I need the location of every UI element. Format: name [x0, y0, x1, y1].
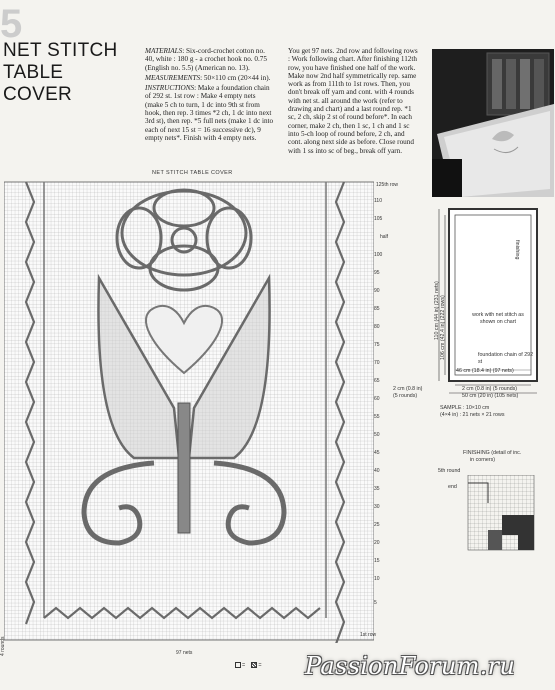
- measurements-text: : 50×110 cm (20×44 in).: [200, 73, 271, 82]
- legend-full-text: =: [258, 662, 262, 669]
- finishing-label: finishing: [514, 240, 520, 260]
- row-num-95: 95: [374, 270, 380, 276]
- row-num-100: 100: [374, 252, 383, 258]
- row-num-25: 25: [374, 522, 380, 528]
- instructions-continued: You get 97 nets. 2nd row and following rows : Work following chart. After finishing 112th row, you have finished one half of the work. Make now 2nd half symmetrically rep. same work as from 111th to 1st rows. Then, you don't break off yarn and cont. with 4 rounds with net st. all around the work (refer to drawing and chart) and a last round rep. *1 sc, 2 ch, skip 2 st of round before*. In each corner, make 2 ch, then 1 sc, 1 ch and 1 sc into 5-ch loop of round before, 2 ch, and cont. along next side as before. Close round with 1 ss into sc of beg., break off yarn.: [288, 47, 418, 155]
- row-num-10: 10: [374, 576, 380, 582]
- row-num-55: 55: [374, 414, 380, 420]
- instructions-column-2: [288, 47, 420, 157]
- work-label: work with net stitch as shown on chart: [472, 312, 524, 325]
- row-num-70: 70: [374, 360, 380, 366]
- row-num-40: 40: [374, 468, 380, 474]
- page-title: [3, 40, 123, 106]
- legend-empty-text: =: [242, 662, 246, 669]
- instructions-text: : Make a foundation chain of 292 st. 1st row : Make 4 empty nets (make 5 ch to turn, 1 dc into 9th st from hook, then rep. 3 times *2 ch, 1 dc into next 3rd st), then rep. *5 full nets (make 1 dc into each of next 15 st = 16 successive dc), 9 empty nets*. Finish with 4 empty nets.: [145, 84, 274, 142]
- row-num-80: 80: [374, 324, 380, 330]
- row-num-5: 5: [374, 600, 377, 606]
- foundation-label: foundation chain of 292 st: [478, 352, 534, 365]
- row-num-65: 65: [374, 378, 380, 384]
- row-num-45: 45: [374, 450, 380, 456]
- row-num-85: 85: [374, 306, 380, 312]
- title-line-1: NET STITCH: [3, 40, 118, 61]
- sample-detail-label: (4×4 in) : 21 nets × 21 rows: [440, 412, 505, 418]
- side-rounds-label: 4 rounds: [0, 636, 6, 656]
- row-num-35: 35: [374, 486, 380, 492]
- finishing-detail-svg: [458, 475, 543, 555]
- row-num-50: 50: [374, 432, 380, 438]
- dim-2cm-left-label: 2 cm (0.8 in): [393, 386, 423, 392]
- end-label: end: [448, 484, 457, 490]
- page-number: 5: [0, 2, 23, 46]
- title-line-3: COVER: [3, 84, 73, 105]
- materials-text: : Six-cord-crochet cotton no. 40, white : 180 g - a crochet hook no. 0.75 (English no. 5.5) (American no. 13).: [145, 47, 267, 72]
- dim-46-label: 46 cm (18.4 in) (97 nets): [456, 368, 514, 374]
- title-line-2: TABLE: [3, 62, 64, 83]
- start-row-label: 1st row: [360, 632, 377, 638]
- finishing-detail: [458, 475, 543, 555]
- row-num-90: 90: [374, 288, 380, 294]
- finishing-title-2: in corners): [470, 457, 496, 463]
- chart-title: NET STITCH TABLE COVER: [152, 170, 233, 176]
- round5-label: 5th round: [438, 468, 461, 474]
- row-num-15: 15: [374, 558, 380, 564]
- photo-icon: [432, 49, 554, 197]
- row-num-60: 60: [374, 396, 380, 402]
- dim-106-label: 106 cm (42.4 in) (222 rows): [440, 295, 446, 360]
- materials-label: MATERIALS: [145, 47, 183, 55]
- row-num-110: 110: [374, 198, 382, 204]
- sample-label: SAMPLE : 10×10 cm: [440, 405, 490, 411]
- instructions-label: INSTRUCTIONS: [145, 84, 195, 93]
- legend: [235, 662, 262, 668]
- row-num-75: 75: [374, 342, 380, 348]
- row-num-105: 105: [374, 216, 383, 222]
- photo: [432, 49, 554, 197]
- dim-2cm-right-label: 2 cm (0.8 in) (5 rounds): [462, 386, 518, 392]
- dim-110-label: 110 cm (44 in) (231 nets): [434, 281, 440, 340]
- finishing-title: FINISHING (detail of inc.: [463, 450, 522, 456]
- dim-50-label: 50 cm (20 in) (105 nets): [462, 393, 519, 399]
- instructions-column-1: [145, 47, 275, 144]
- full-net-symbol: [251, 662, 257, 668]
- watermark: PassionForum.ru: [305, 652, 516, 680]
- empty-net-symbol: [235, 662, 241, 668]
- rounds-left-label: (5 rounds): [393, 393, 418, 399]
- row-num-20: 20: [374, 540, 380, 546]
- bottom-nets-label: 97 nets: [176, 650, 193, 656]
- row-label-125: 125th row: [376, 182, 398, 188]
- half-label: half: [380, 234, 389, 240]
- row-num-30: 30: [374, 504, 380, 510]
- measurements-label: MEASUREMENTS: [145, 73, 201, 82]
